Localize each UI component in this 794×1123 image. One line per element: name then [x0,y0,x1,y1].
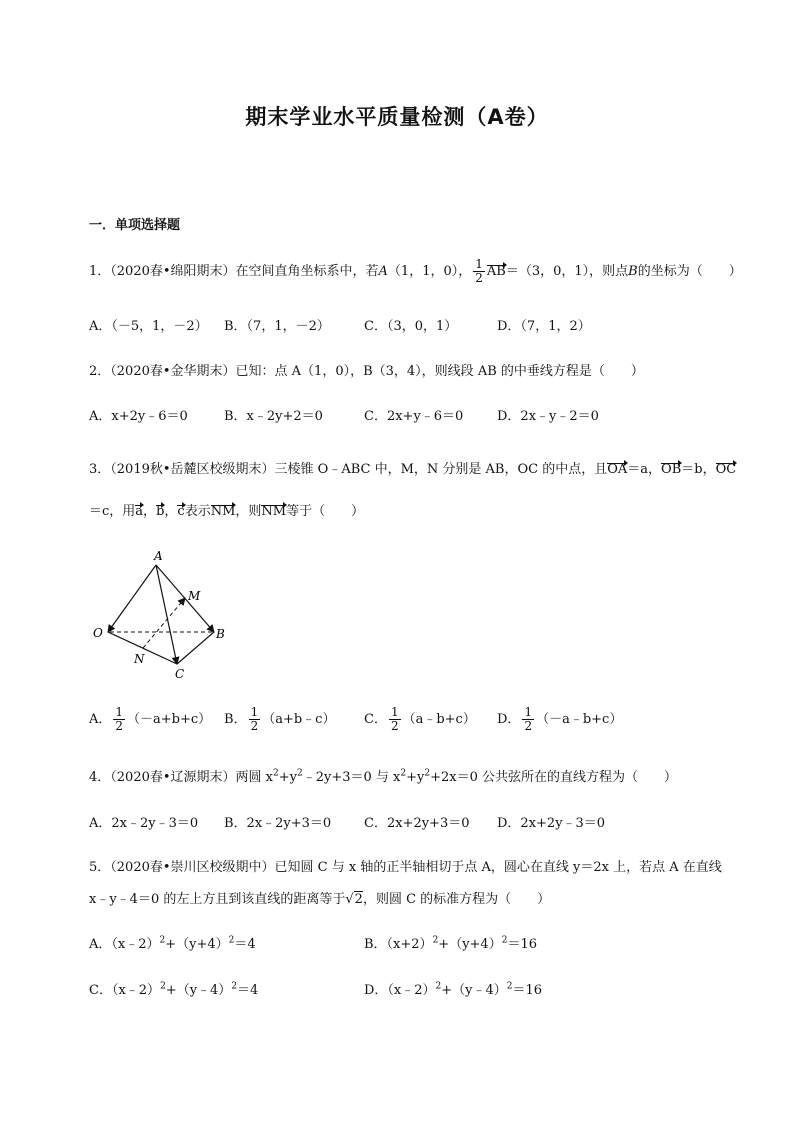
label-o: O [93,626,103,640]
q1-option-b: B．（7，1，－2） [224,319,330,334]
q5-option-b-part-2: +（y+4） [438,937,502,952]
q3-option-d [497,706,622,733]
q4-sup-2: 2 [296,768,303,779]
q4-part-4: +y [406,770,425,785]
q3-vector-oa: OA [607,462,628,477]
q5-option-b [364,933,537,952]
tetrahedron-diagram [88,545,238,685]
edge-ac [156,565,177,664]
q3-option-c-expr: （a﹣b+c） [402,712,476,727]
q5-option-c-exp-2: 2 [231,981,238,992]
q5-option-a-part-1: A．（x﹣2） [89,937,160,952]
q3-comma-2: ， [164,504,178,519]
q5-option-c-part-2: +（y﹣4） [165,983,232,998]
q4-option-a: A．2x﹣2y﹣3＝0 [89,816,199,831]
q3-eq-b: ＝b， [681,462,716,477]
q1-suffix: 的坐标为（ ） [637,264,742,279]
q4-sup-1: 2 [273,768,279,779]
q5-option-d [364,979,542,998]
q3-vector-c: c [177,504,185,519]
q5-option-b-exp-2: 2 [501,935,508,946]
q3-equals: 等于（ ） [286,504,365,519]
q5-option-c-exp-1: 2 [160,981,166,992]
q3-vector-ob: OB [661,462,682,477]
question-3-line-2 [89,500,364,519]
q5-option-c [89,979,258,998]
q2-option-b: B．x﹣2y+2＝0 [224,409,323,424]
q3-eq-c: ＝c，用 [89,504,136,519]
label-m: M [188,589,201,603]
q3-vector-oc: OC [715,462,737,477]
question-4 [89,766,677,785]
q5-option-a [89,933,256,952]
q1-point-a: A [378,264,388,279]
q3-eq-a: ＝a， [627,462,662,477]
q5-line2-prefix: x﹣y﹣4＝0 的左上方且到该直线的距离等于 [89,892,346,907]
label-a: A [154,549,163,563]
q1-coord-a: （1，1，0）， [387,264,472,279]
q3-option-c-num: 1 [390,705,399,719]
q1-mid: ＝（3，0，1），则点 [505,264,629,279]
q4-option-c: C．2x+2y+3＝0 [364,816,470,831]
q3-option-c-letter: C． [364,712,387,727]
question-3-line-1 [89,458,736,477]
q3-option-d-letter: D． [497,712,521,727]
q4-option-d: D．2x+2y﹣3＝0 [497,816,606,831]
q4-sup-3: 2 [400,768,407,779]
q3-option-d-num: 1 [524,705,533,719]
q3-option-c-fraction [389,706,401,733]
page-title: 期末学业水平质量检测（A卷） [245,105,549,129]
q5-option-b-rest: ＝16 [507,937,537,952]
q5-line2-suffix: ，则圆 C 的标准方程为（ ） [362,892,551,907]
q3-option-c-den: 2 [390,719,399,733]
question-2: 2．（2020春•金华期末）已知：点 A（1，0），B（3，4），则线段 AB 的中垂线方程是（ ） [89,364,644,379]
question-5-line-2: x﹣y﹣4＝0 的左上方且到该直线的距离等于√2，则圆 C 的标准方程为（ ） [89,892,551,907]
q3-vector-nm-2: NM [261,504,287,519]
q3-option-b-den: 2 [250,719,259,733]
label-c: C [175,667,185,681]
q3-option-b-num: 1 [250,705,259,719]
q3-option-a-expr: （－a+b+c） [127,712,212,727]
q4-suffix: +2x＝0 公共弦所在的直线方程为（ ） [430,770,677,785]
q4-part-3: ﹣2y+3＝0 与 x [302,770,401,785]
q5-option-b-exp-1: 2 [432,935,439,946]
q3-represent: 表示 [184,504,211,519]
label-n: N [134,652,145,666]
label-b: B [216,627,225,641]
q3-option-a-den: 2 [115,719,124,733]
question-1 [89,258,742,285]
q1-frac-num: 1 [475,257,483,271]
q3-prefix: 3．（2019秋•岳麓区校级期末）三棱锥 O﹣ABC 中，M，N 分别是 AB，OC 的中点，且 [89,462,608,477]
q5-option-a-part-2: +（y+4） [165,937,229,952]
q3-option-d-den: 2 [524,719,533,733]
q2-option-a: A．x+2y﹣6＝0 [89,409,188,424]
q1-option-d: D．（7，1，2） [497,319,591,334]
q5-option-c-part-1: C．（x﹣2） [89,983,161,998]
q5-option-d-part-1: D．（x﹣2） [364,983,436,998]
q3-option-a-fraction [113,706,125,733]
q3-option-b-fraction [249,706,261,733]
edge-oa [108,565,156,632]
edge-cb [177,632,214,664]
q4-part-2: +y [278,770,297,785]
question-5-line-1: 5．（2020春•崇川区校级期中）已知圆 C 与 x 轴的正半轴相切于点 A，圆心在直线 y＝2x 上，若点 A 在直线 [89,860,722,875]
q3-option-b [224,706,335,733]
q3-vector-nm: NM [210,504,236,519]
q4-sup-4: 2 [424,768,431,779]
q5-option-d-rest: ＝16 [512,983,543,998]
section-heading: 一．单项选择题 [89,218,181,233]
q2-option-c: C．2x+y﹣6＝0 [364,409,464,424]
q5-option-a-exp-2: 2 [228,935,235,946]
q5-option-c-rest: ＝4 [237,983,259,998]
q1-prefix: 1．（2020春•绵阳期末）在空间直角坐标系中，若 [89,264,379,279]
q1-frac-den: 2 [475,271,483,285]
q1-point-b: B [628,264,638,279]
q5-option-d-part-2: +（y﹣4） [441,983,507,998]
q3-then: ，则 [235,504,262,519]
q3-option-a [89,706,211,733]
q5-option-d-exp-2: 2 [506,981,513,992]
q1-option-a: A．（－5，1，－2） [89,319,208,334]
q5-sqrt-value: 2 [354,892,363,907]
q3-option-a-num: 1 [115,705,124,719]
q5-option-d-exp-1: 2 [435,981,442,992]
q3-option-b-expr: （a+b﹣c） [262,712,336,727]
q4-option-b: B．2x﹣2y+3＝0 [224,816,332,831]
q5-option-a-exp-1: 2 [159,935,166,946]
q3-vector-a: a [135,504,144,519]
q3-option-c [364,706,476,733]
q3-vector-b: b [156,504,165,519]
q4-prefix: 4．（2020春•辽源期末）两圆 x [89,770,273,785]
q3-option-a-letter: A． [89,712,112,727]
q3-option-d-fraction [522,706,534,733]
q3-comma-1: ， [143,504,157,519]
q1-option-c: C．（3，0，1） [364,319,458,334]
q1-vector-ab: AB [486,264,506,279]
q2-option-d: D．2x﹣y﹣2＝0 [497,409,599,424]
q1-fraction [473,258,485,285]
q3-option-d-expr: （－a﹣b+c） [536,712,623,727]
q3-option-b-letter: B． [224,712,247,727]
q5-option-b-part-1: B．（x+2） [364,937,433,952]
q5-option-a-rest: ＝4 [234,937,256,952]
